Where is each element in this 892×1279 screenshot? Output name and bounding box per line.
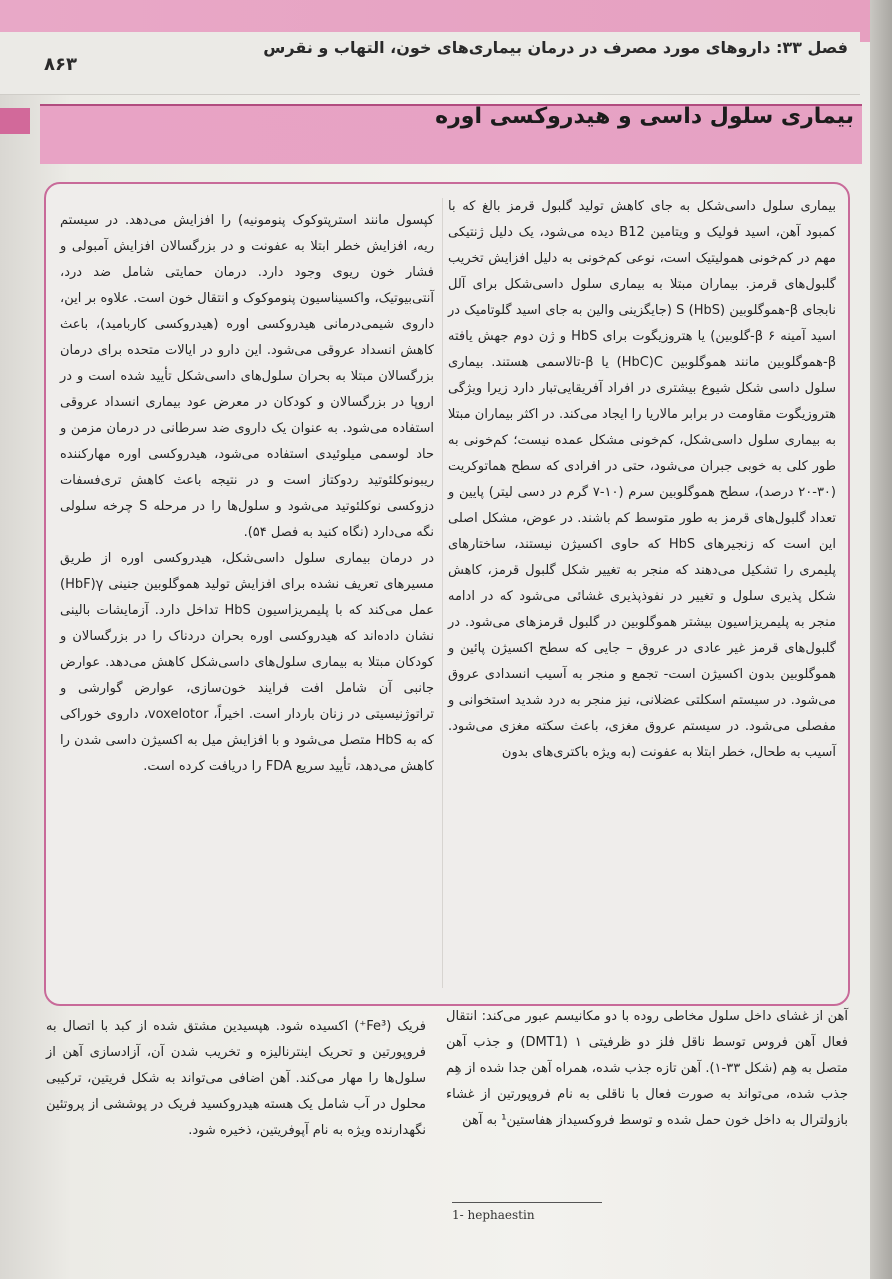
chapter-title: فصل ۳۳: داروهای مورد مصرف در درمان بیماری‌های خون، التهاب و نقرس [263, 38, 848, 57]
box-left-paragraph-2: در درمان بیماری سلول داسی‌شکل، هیدروکسی اوره از طریق مسیرهای تعریف نشده برای افزایش تولید هموگلوبین جنینی HbF)γ) عمل می‌کند که با پلیمریزاسیون HbS تداخل دارد. آزمایشات بالینی نشان داده‌اند که هیدروکسی اوره بحران دردناک را در بزرگسالان و کودکان مبتلا به بیماری سلول‌های داسی‌شکل کاهش می‌دهد. عوارض جانبی آن شامل افت فرایند خون‌سازی، عوارض گوارشی و تراتوژنیسیتی در زنان باردار است. اخیراً، voxelotor، داروی خوراکی که به HbS متصل می‌شود و با افزایش میل به اکسیژن داسی شدن را کاهش می‌دهد، تأیید سریع FDA را دریافت کرده است. [60, 551, 435, 774]
page-number: ۸۶۳ [44, 54, 77, 75]
sickle-cell-box [44, 182, 850, 1006]
box-right-column: بیماری سلول داسی‌شکل به جای کاهش تولید گلبول قرمز بالغ که با کمبود آهن، اسید فولیک و ویتامین B12 دیده می‌شود، یک دلیل ژنتیکی مهم در کم‌خونی همولیتیک است، نوعی کم‌خونی به دلیل افزایش تخریب گلبول‌های قرمز. بیماران مبتلا به بیماری سلول داسی‌شکل برای آلل نابجای β-هموگلوبین S (HbS) (جایگزینی والین به جای اسید گلوتامیک در اسید آمینه ۶ β-گلوبین) یا هتروزیگوت برای HbS و ژن دوم جهش یافته β-هموگلوبین مانند هموگلوبین HbC)C) یا β-تالاسمی هستند. بیماری سلول داسی شکل شیوع بیشتری در افراد آفریقایی‌تبار دارد زیرا ویژگی هتروزیگوت مقاومت در برابر مالاریا را ایجاد می‌کند. در اکثر بیماران مبتلا به بیماری سلول داسی‌شکل، کم‌خونی مشکل عمده نیست؛ کم‌خونی به طور کلی به خوبی جبران می‌شود، حتی در افرادی که سطح هماتوکریت (۳۰-۲۰ درصد)، سطح هموگلوبین سرم (۱۰-۷ گرم در دسی لیتر) پایین و تعداد گلبول‌های قرمز به طور متوسط کم باشند. در عوض، مشکل اصلی این است که زنجیرهای HbS که حاوی اکسیژن نیستند، ساختارهای پلیمری را تشکیل می‌دهند که منجر به تغییر شکل گلبول قرمز، کاهش شکل پذیری سلول و تغییر در نفوذپذیری غشائی می‌شود که در ادامه منجر به پلیمریزاسیون بیشتر هموگلوبین در گلبول قرمزهای می‌شود. در گلبول‌های قرمز غیر عادی در عروق – جایی که سطح اکسیژن پائین و هموگلوبین بدون اکسیژن است- تجمع و منجر به آسیب انسدادی عروق می‌شود. در سیستم اسکلتی عضلانی، نیز منجر به درد شدید استخوانی و مفصلی می‌شود. در سیستم عروق مغزی، باعث سکته مغزی می‌شود. آسیب به طحال، خطر ابتلا به عفونت (به ویژه باکتری‌های بدون [448, 199, 837, 760]
section-title: بیماری سلول داسی و هیدروکسی اوره [435, 104, 854, 129]
column-divider [442, 198, 443, 988]
section-marker [0, 108, 30, 134]
box-left-column [60, 208, 434, 780]
iron-absorption-text-left: فریک (Fe³⁺) اکسیده شود. هپسیدین مشتق شده از کبد با اتصال به فروپورتین و تحریک اینترنالیزه و تخریب شدن آن، آزادسازی آهن از سلول‌ها را مهار می‌کند. آهن اضافی می‌تواند به شکل فریتین، ترکیبی محلول در آب شامل یک هسته هیدروکسید فریک در پوششی از پروتئین نگهدارنده ویژه به نام آپوفریتین، ذخیره شود. [46, 1019, 426, 1138]
page-edge-shadow [870, 0, 892, 1279]
footnote-rule [452, 1202, 602, 1203]
iron-absorption-text-right: آهن از غشای داخل سلول مخاطی روده با دو مکانیسم عبور می‌کند: انتقال فعال آهن فروس توسط ناقل فلز دو ظرفیتی ۱ (DMT1) و جذب آهن متصل به هِم (شکل ۳۳-۱). آهن تازه جذب شده، همراه آهن جدا شده از هِم جذب شده، می‌تواند به صورت فعال با ناقلی به نام فروپورتین از غشاء بازولترال به داخل خون حمل شده و توسط فروکسیداز هفاستین¹ به آهن [446, 1009, 848, 1128]
footnote: 1- hephaestin [452, 1208, 535, 1222]
section-heading-bar [40, 104, 862, 164]
box-left-paragraph-1: کپسول مانند استرپتوکوک پنومونیه) را افزایش می‌دهد. در سیستم ریه، افزایش خطر ابتلا به عفونت و در بزرگسالان افزایش آمبولی و فشار خون ریوی وجود دارد. درمان حمایتی شامل ضد درد، آنتی‌بیوتیک، واکسیناسیون پنوموکوک و انتقال خون است. علاوه بر این، داروی شیمی‌درمانی هیدروکسی اوره (هیدروکسی کاربامید)، باعث کاهش انسداد عروقی می‌شود. این دارو در ایالات متحده برای درمان بزرگسالان مبتلا به بحران سلول‌های داسی‌شکل تأیید شده است و در اروپا در بزرگسالان و کودکان در معرض عود بیماری انسداد عروقی استفاده می‌شود. به عنوان یک داروی ضد سرطانی در درمان مزمن و حاد لوسمی میلوئیدی استفاده می‌شود، هیدروکسی اوره مهارکننده ریبونوکلئوتید ردوکتاز است و در نتیجه باعث کاهش تری‌فسفات دزوکسی نوکلئوتید می‌شود و سلول‌ها را در مرحله S چرخه سلولی نگه می‌دارد (نگاه کنید به فصل ۵۴). [60, 213, 434, 540]
